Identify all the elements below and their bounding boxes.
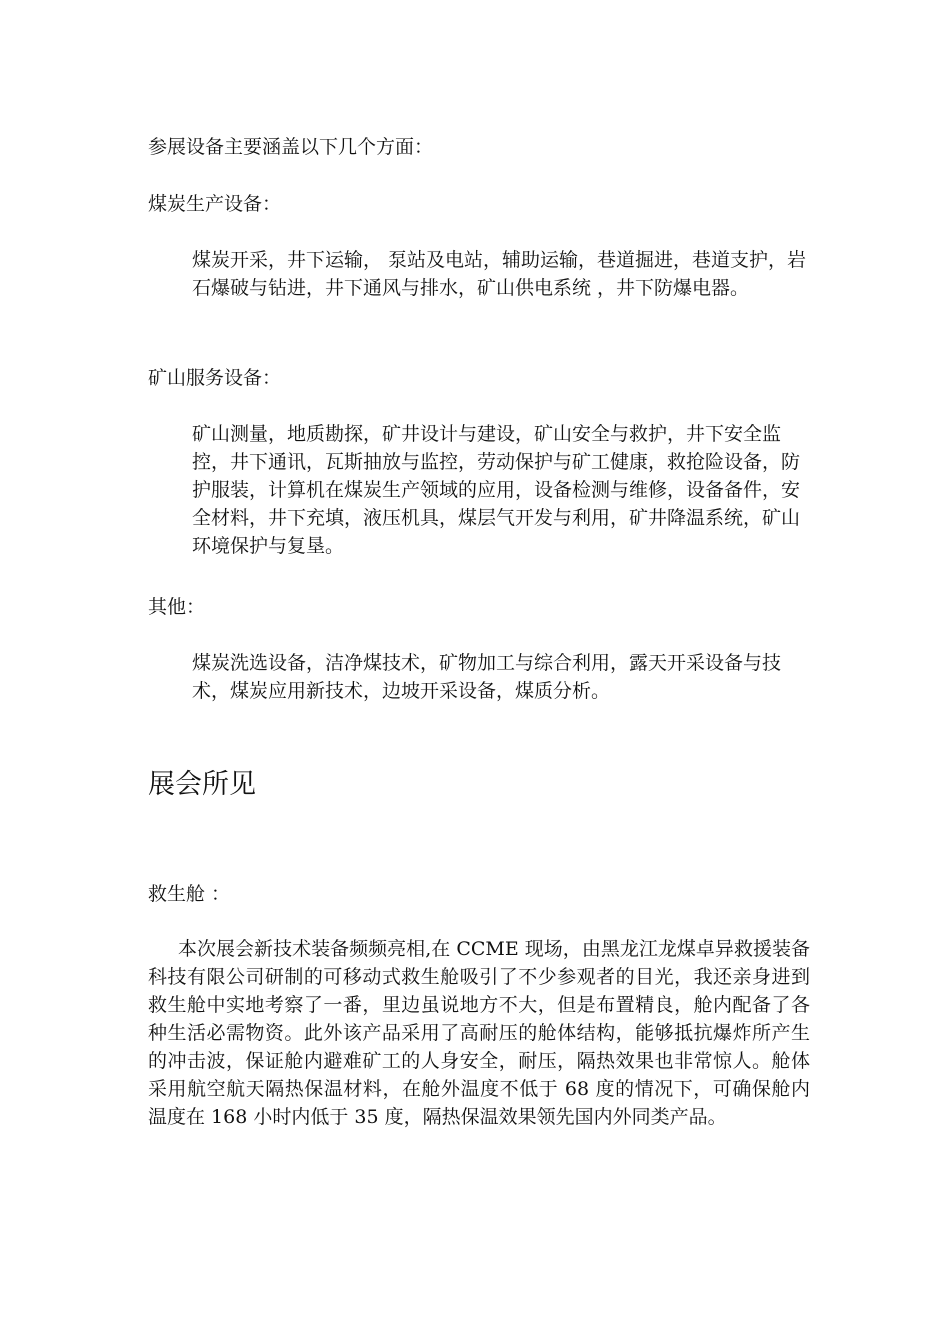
subsection-label: 救生舱 ： xyxy=(148,883,231,905)
intro-text: 参展设备主要涵盖以下几个方面： xyxy=(148,136,434,158)
section-heading: 展会所见 xyxy=(148,769,256,800)
section-items-service: 矿山测量，地质勘探，矿井设计与建设，矿山安全与救护，井下安全监控，井下通讯，瓦斯抽放与监控，劳动保护与矿工健康，救抢险设备，防护服装，计算机在煤炭生产领域的应用，设备检测与维修，设备备件，安全材料，井下充填，液压机具，煤层气开发与利用，矿井降温系统，矿山环境保护与复垦。 xyxy=(192,423,801,557)
section-items-other: 煤炭洗选设备，洁净煤技术，矿物加工与综合利用，露天开采设备与技术，煤炭应用新技术，边坡开采设备，煤质分析。 xyxy=(192,652,782,702)
subsection-paragraph: 本次展会新技术装备频频亮相,在 CCME 现场，由黑龙江龙煤卓异救援装备科技有限公司研制的可移动式救生舱吸引了不少参观者的目光，我还亲身进到救生舱中实地考察了一番，里边虽说地方不大，但是布置精良，舱内配备了各种生活必需物资。此外该产品采用了高耐压的舱体结构，能够抵抗爆炸所产生的冲击波，保证舱内避难矿工的人身安全，耐压，隔热效果也非常惊人。舱体采用航空航天隔热保温材料，在舱外温度不低于 68 度的情况下，可确保舱内温度在 168 小时内低于 35 度，隔热保温效果领先国内外同类产品。 xyxy=(148,938,810,1128)
section-items-production: 煤炭开采，井下运输， 泵站及电站，辅助运输，巷道掘进，巷道支护，岩石爆破与钻进，井下通风与排水，矿山供电系统 ，井下防爆电器。 xyxy=(192,249,807,299)
section-label-other: 其他： xyxy=(148,596,206,618)
section-label-service: 矿山服务设备： xyxy=(148,367,282,389)
section-label-production: 煤炭生产设备： xyxy=(148,193,282,215)
